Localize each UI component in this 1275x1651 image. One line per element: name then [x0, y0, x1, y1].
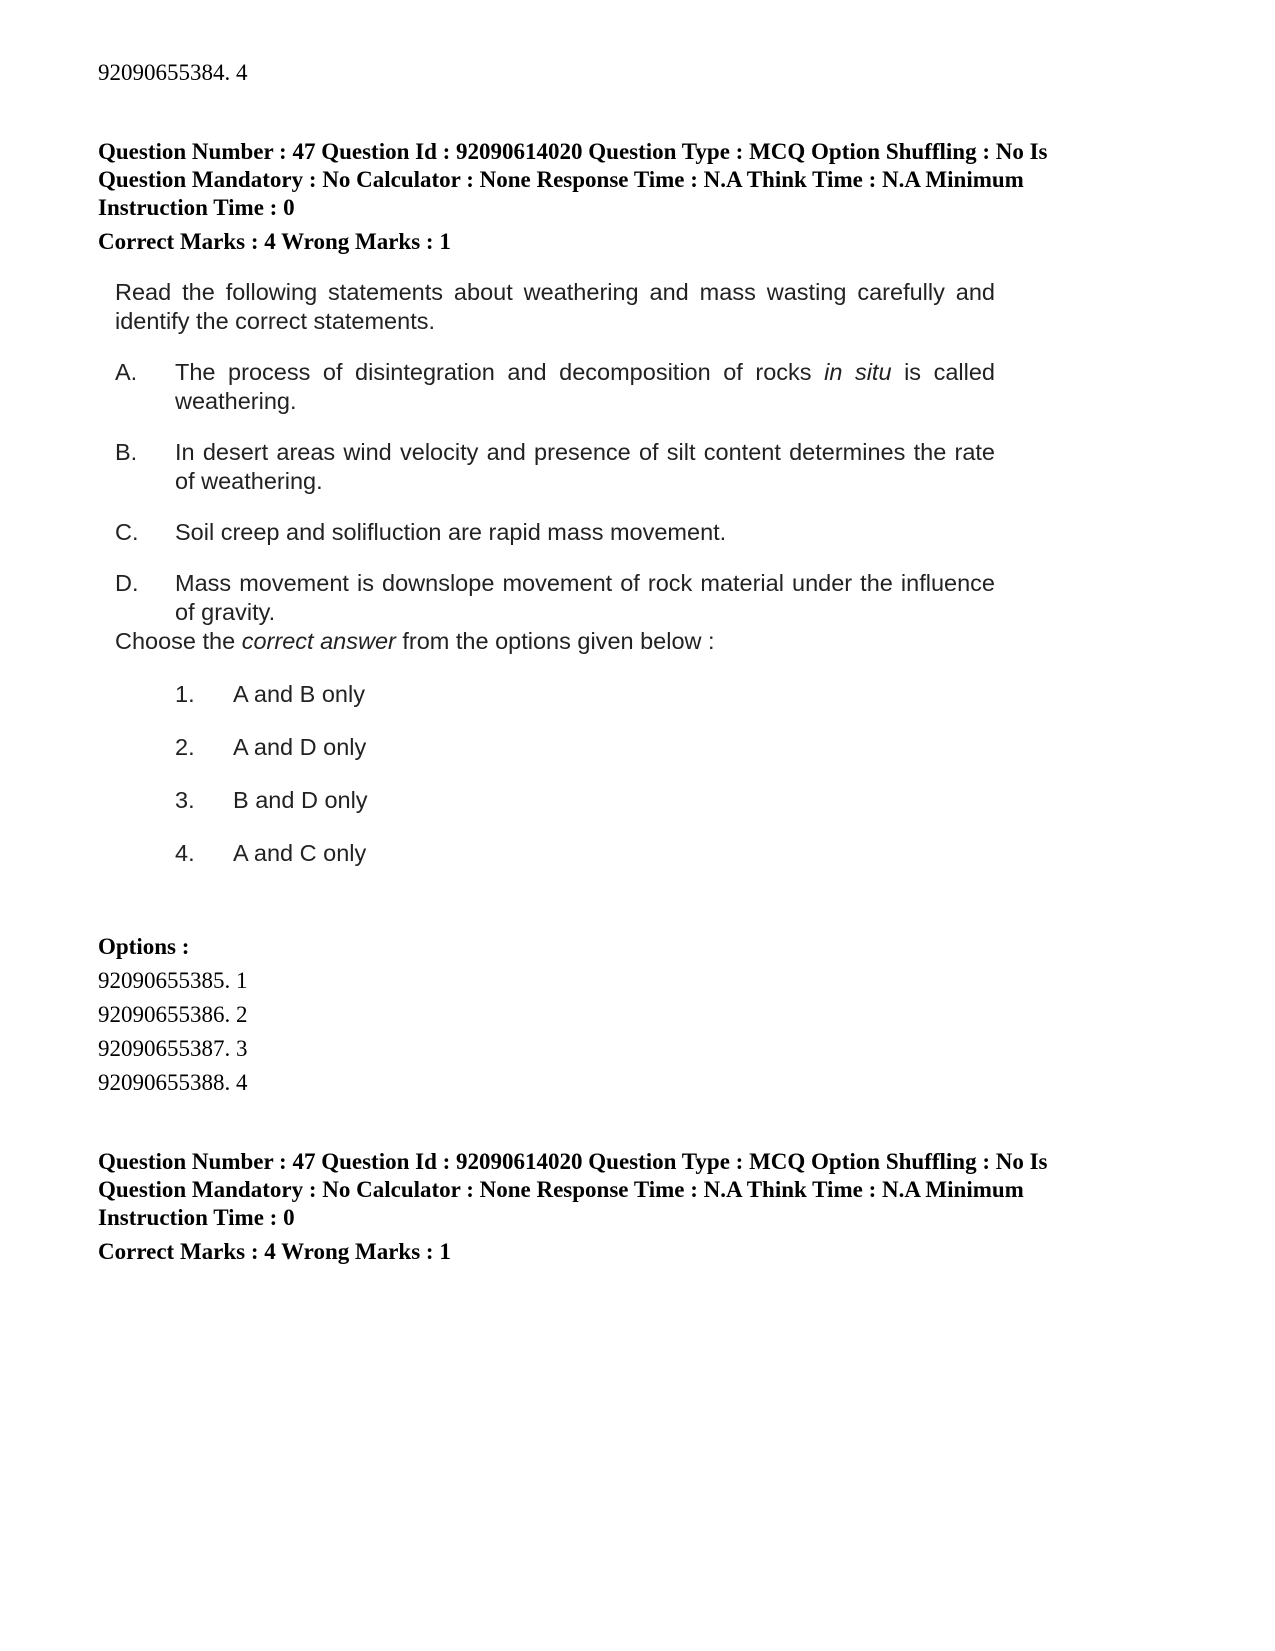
- choice-text: A and B only: [233, 681, 365, 707]
- meta-line-3: Instruction Time : 0: [98, 195, 295, 220]
- next-question-meta: [98, 1148, 1178, 1266]
- question-intro: Read the following statements about weathering and mass wasting carefully and identify the correct statements.: [115, 279, 995, 334]
- statement-text: The process of disintegration and decomposition of rocks in situ is called weathering.: [175, 359, 995, 414]
- statement-c: [115, 518, 995, 547]
- previous-option-line: 92090655384. 4: [98, 60, 248, 85]
- choice-1: [175, 680, 995, 709]
- italic-phrase: correct answer: [241, 628, 396, 654]
- meta-line-2: Question Mandatory : No Calculator : None Response Time : N.A Think Time : N.A Minimum: [98, 1177, 1024, 1202]
- option-item: 92090655386. 2: [98, 1002, 248, 1027]
- choice-4: [175, 839, 995, 868]
- choice-number: 3.: [175, 787, 195, 813]
- options-list: [98, 930, 248, 1100]
- marks-line: Correct Marks : 4 Wrong Marks : 1: [98, 1239, 451, 1264]
- statement-label: B.: [115, 439, 138, 465]
- statement-a: [115, 358, 995, 416]
- statement-text: Mass movement is downslope movement of rock material under the influence of gravity.: [175, 570, 995, 625]
- option-item: 92090655388. 4: [98, 1070, 248, 1095]
- choice-number: 1.: [175, 681, 195, 707]
- option-item: 92090655385. 1: [98, 968, 248, 993]
- meta-line-3: Instruction Time : 0: [98, 1205, 295, 1230]
- italic-term: in situ: [824, 359, 892, 385]
- choice-number: 4.: [175, 840, 195, 866]
- options-heading: Options :: [98, 934, 190, 959]
- question-body: [115, 278, 995, 868]
- statement-label: D.: [115, 570, 139, 596]
- statement-text: Soil creep and solifluction are rapid mass movement.: [175, 519, 727, 545]
- statement-d: [115, 569, 995, 627]
- statement-label: C.: [115, 519, 139, 545]
- meta-line-1: Question Number : 47 Question Id : 92090614020 Question Type : MCQ Option Shuffling : No Is: [98, 139, 1048, 164]
- choice-text: B and D only: [233, 787, 368, 813]
- choice-text: A and C only: [233, 840, 367, 866]
- statement-b: [115, 438, 995, 496]
- meta-line-1: Question Number : 47 Question Id : 92090614020 Question Type : MCQ Option Shuffling : No Is: [98, 1149, 1048, 1174]
- statement-label: A.: [115, 359, 138, 385]
- choose-instruction: Choose the correct answer from the options given below :: [115, 628, 715, 654]
- option-item: 92090655387. 3: [98, 1036, 248, 1061]
- choice-number: 2.: [175, 734, 195, 760]
- choice-text: A and D only: [233, 734, 367, 760]
- meta-line-2: Question Mandatory : No Calculator : None Response Time : N.A Think Time : N.A Minimum: [98, 167, 1024, 192]
- choice-3: [175, 786, 995, 815]
- statement-text: In desert areas wind velocity and presence of silt content determines the rate of weathering.: [175, 439, 995, 494]
- question-meta: [98, 138, 1178, 256]
- marks-line: Correct Marks : 4 Wrong Marks : 1: [98, 229, 451, 254]
- choice-2: [175, 733, 995, 762]
